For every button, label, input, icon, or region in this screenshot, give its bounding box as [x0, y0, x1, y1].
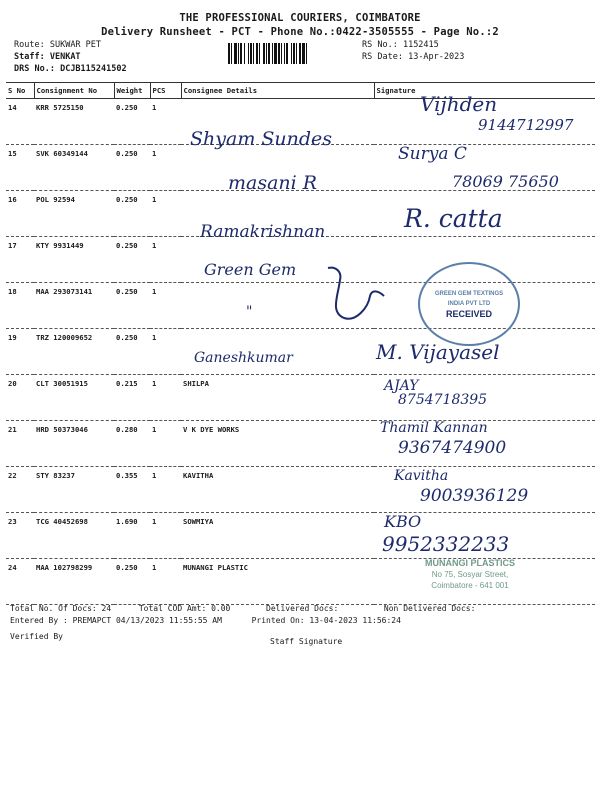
- hw-phone-15: 78069 75650: [452, 172, 559, 191]
- row-sno: 14: [6, 99, 34, 145]
- hw-consignee-14: Shyam Sundes: [190, 128, 333, 150]
- row-consignee: V K DYE WORKS: [181, 421, 374, 467]
- runsheet-table: [6, 82, 595, 605]
- non-delivered-docs-label: Non Delivered Docs:: [383, 604, 476, 613]
- table-row: [6, 329, 595, 375]
- row-sno: 23: [6, 513, 34, 559]
- barcode-bar: [307, 43, 309, 64]
- row-pcs: 1: [150, 145, 181, 191]
- col-signature: Signature: [374, 83, 595, 99]
- delivered-docs-label: Delivered Docs:: [266, 604, 339, 613]
- row-sno: 17: [6, 237, 34, 283]
- row-pcs: 1: [150, 99, 181, 145]
- row-consignment-no: KRR 5725150: [34, 99, 114, 145]
- rs-date-value: 13-Apr-2023: [408, 52, 465, 62]
- col-consignee: Consignee Details: [181, 83, 374, 99]
- row-consignment-no: STY 83237: [34, 467, 114, 513]
- route-value: SUKWAR PET: [49, 40, 102, 50]
- verified-by-label: Verified By: [10, 632, 63, 641]
- munangi-rect-stamp: [410, 558, 530, 591]
- row-consignment-no: MAA 293073141: [34, 283, 114, 329]
- staff-signature-label: Staff Signature: [270, 637, 343, 646]
- col-consignment: Consignment No: [34, 83, 114, 99]
- route-label: Route:: [14, 40, 45, 50]
- row-pcs: 1: [150, 467, 181, 513]
- hw-signature-14: Vijhden: [420, 92, 498, 116]
- drs-label: DRS No.:: [14, 64, 55, 74]
- row-consignment-no: SVK 60349144: [34, 145, 114, 191]
- row-sno: 20: [6, 375, 34, 421]
- hw-phone-21: 9367474900: [398, 438, 507, 458]
- row-pcs: 1: [150, 559, 181, 605]
- total-docs-value: 24: [101, 604, 112, 613]
- cod-label: Total COD Amt:: [138, 604, 207, 613]
- drs-line: [14, 64, 127, 74]
- row-pcs: 1: [150, 513, 181, 559]
- row-sno: 18: [6, 283, 34, 329]
- row-sno: 15: [6, 145, 34, 191]
- row-sno: 24: [6, 559, 34, 605]
- rs-date-line: [362, 52, 464, 62]
- round-stamp-text: GREEN GEM TEXTINGS INDIA PVT LTD: [434, 291, 504, 307]
- entered-by-value: PREMAPCT 04/13/2023 11:55:55 AM: [72, 616, 222, 625]
- hw-phone-23: 9952332233: [382, 532, 510, 556]
- rect-stamp-line2: No 75, Sosyar Street,: [431, 570, 509, 579]
- row-sno: 21: [6, 421, 34, 467]
- hw-signature-22: Kavitha: [394, 468, 449, 484]
- rs-no-value: 1152415: [402, 40, 439, 50]
- entered-by-label: Entered By :: [10, 616, 68, 625]
- row-consignment-no: MAA 102798299: [34, 559, 114, 605]
- row-consignment-no: KTY 9931449: [34, 237, 114, 283]
- row-consignment-no: TCG 40452698: [34, 513, 114, 559]
- hw-signature-16: R. catta: [404, 204, 503, 233]
- rect-stamp-line1: MUNANGI PLASTICS: [425, 558, 515, 568]
- barcode: [228, 43, 356, 64]
- hw-consignee-18: ": [246, 304, 253, 320]
- rect-stamp-line3: Coimbatore - 641 001: [431, 581, 509, 590]
- staff-label: Staff:: [14, 52, 45, 62]
- route-line: [14, 40, 101, 50]
- rs-no-line: [362, 40, 439, 50]
- row-consignment-no: HRD 50373046: [34, 421, 114, 467]
- row-consignment-no: TRZ 120009652: [34, 329, 114, 375]
- hw-signature-21: Thamil Kannan: [380, 420, 488, 436]
- row-consignment-no: CLT 30051915: [34, 375, 114, 421]
- footer-entry-line: [10, 616, 401, 625]
- hw-signature-20: AJAY: [384, 378, 419, 394]
- row-sno: 19: [6, 329, 34, 375]
- row-weight: 0.250: [114, 99, 150, 145]
- hw-signature-23: KBO: [384, 512, 422, 531]
- row-weight: 0.355: [114, 467, 150, 513]
- table-row: [6, 375, 595, 421]
- col-weight: Weight: [114, 83, 150, 99]
- row-consignment-no: POL 92594: [34, 191, 114, 237]
- row-consignee: SOWMIYA: [181, 513, 374, 559]
- row-weight: 0.250: [114, 283, 150, 329]
- printed-on-value: 13-04-2023 11:56:24: [309, 616, 401, 625]
- col-sno: S No: [6, 83, 34, 99]
- hw-consignee-17: Green Gem: [204, 260, 297, 279]
- hw-phone-20: 8754718395: [398, 392, 488, 408]
- hw-phone-14: 9144712997: [478, 116, 574, 134]
- row-pcs: 1: [150, 375, 181, 421]
- row-pcs: 1: [150, 421, 181, 467]
- hw-signature-19: M. Vijayasel: [376, 340, 500, 364]
- row-weight: 0.250: [114, 237, 150, 283]
- row-pcs: 1: [150, 329, 181, 375]
- round-stamp-center: RECEIVED: [445, 309, 492, 319]
- footer-totals-line: [10, 604, 475, 613]
- row-pcs: 1: [150, 191, 181, 237]
- row-weight: 0.250: [114, 191, 150, 237]
- rs-no-label: RS No.:: [362, 40, 398, 50]
- cod-value: 0.00: [211, 604, 231, 613]
- row-consignee: MUNANGI PLASTIC: [181, 559, 374, 605]
- hw-signature-15: Surya C: [398, 144, 467, 164]
- hw-signature-scribble-18: [310, 262, 390, 326]
- col-pcs: PCS: [150, 83, 181, 99]
- row-weight: 0.280: [114, 421, 150, 467]
- row-consignee: KAVITHA: [181, 467, 374, 513]
- row-weight: 1.690: [114, 513, 150, 559]
- row-consignee: SHILPA: [181, 375, 374, 421]
- hw-consignee-15: masani R: [228, 172, 318, 194]
- hw-phone-22: 9003936129: [420, 486, 529, 506]
- row-sno: 16: [6, 191, 34, 237]
- row-sno: 22: [6, 467, 34, 513]
- hw-consignee-19: Ganeshkumar: [194, 350, 293, 366]
- hw-consignee-16: Ramakrishnan: [200, 222, 326, 242]
- row-pcs: 1: [150, 283, 181, 329]
- company-round-stamp: [418, 262, 520, 346]
- rs-date-label: RS Date:: [362, 52, 403, 62]
- runsheet-subtitle: Delivery Runsheet - PCT - Phone No.:0422-3505555 - Page No.:2: [101, 26, 499, 38]
- row-weight: 0.215: [114, 375, 150, 421]
- company-title: THE PROFESSIONAL COURIERS, COIMBATORE: [179, 12, 421, 24]
- table-row: [6, 421, 595, 467]
- table-header-row: [6, 83, 595, 99]
- drs-value: DCJB115241502: [60, 64, 127, 74]
- row-pcs: 1: [150, 237, 181, 283]
- row-weight: 0.250: [114, 559, 150, 605]
- printed-on-label: Printed On:: [251, 616, 305, 625]
- total-docs-label: Total No. Of Docs:: [10, 604, 97, 613]
- staff-line: [14, 52, 81, 62]
- staff-value: VENKAT: [49, 52, 81, 62]
- row-weight: 0.250: [114, 145, 150, 191]
- row-weight: 0.250: [114, 329, 150, 375]
